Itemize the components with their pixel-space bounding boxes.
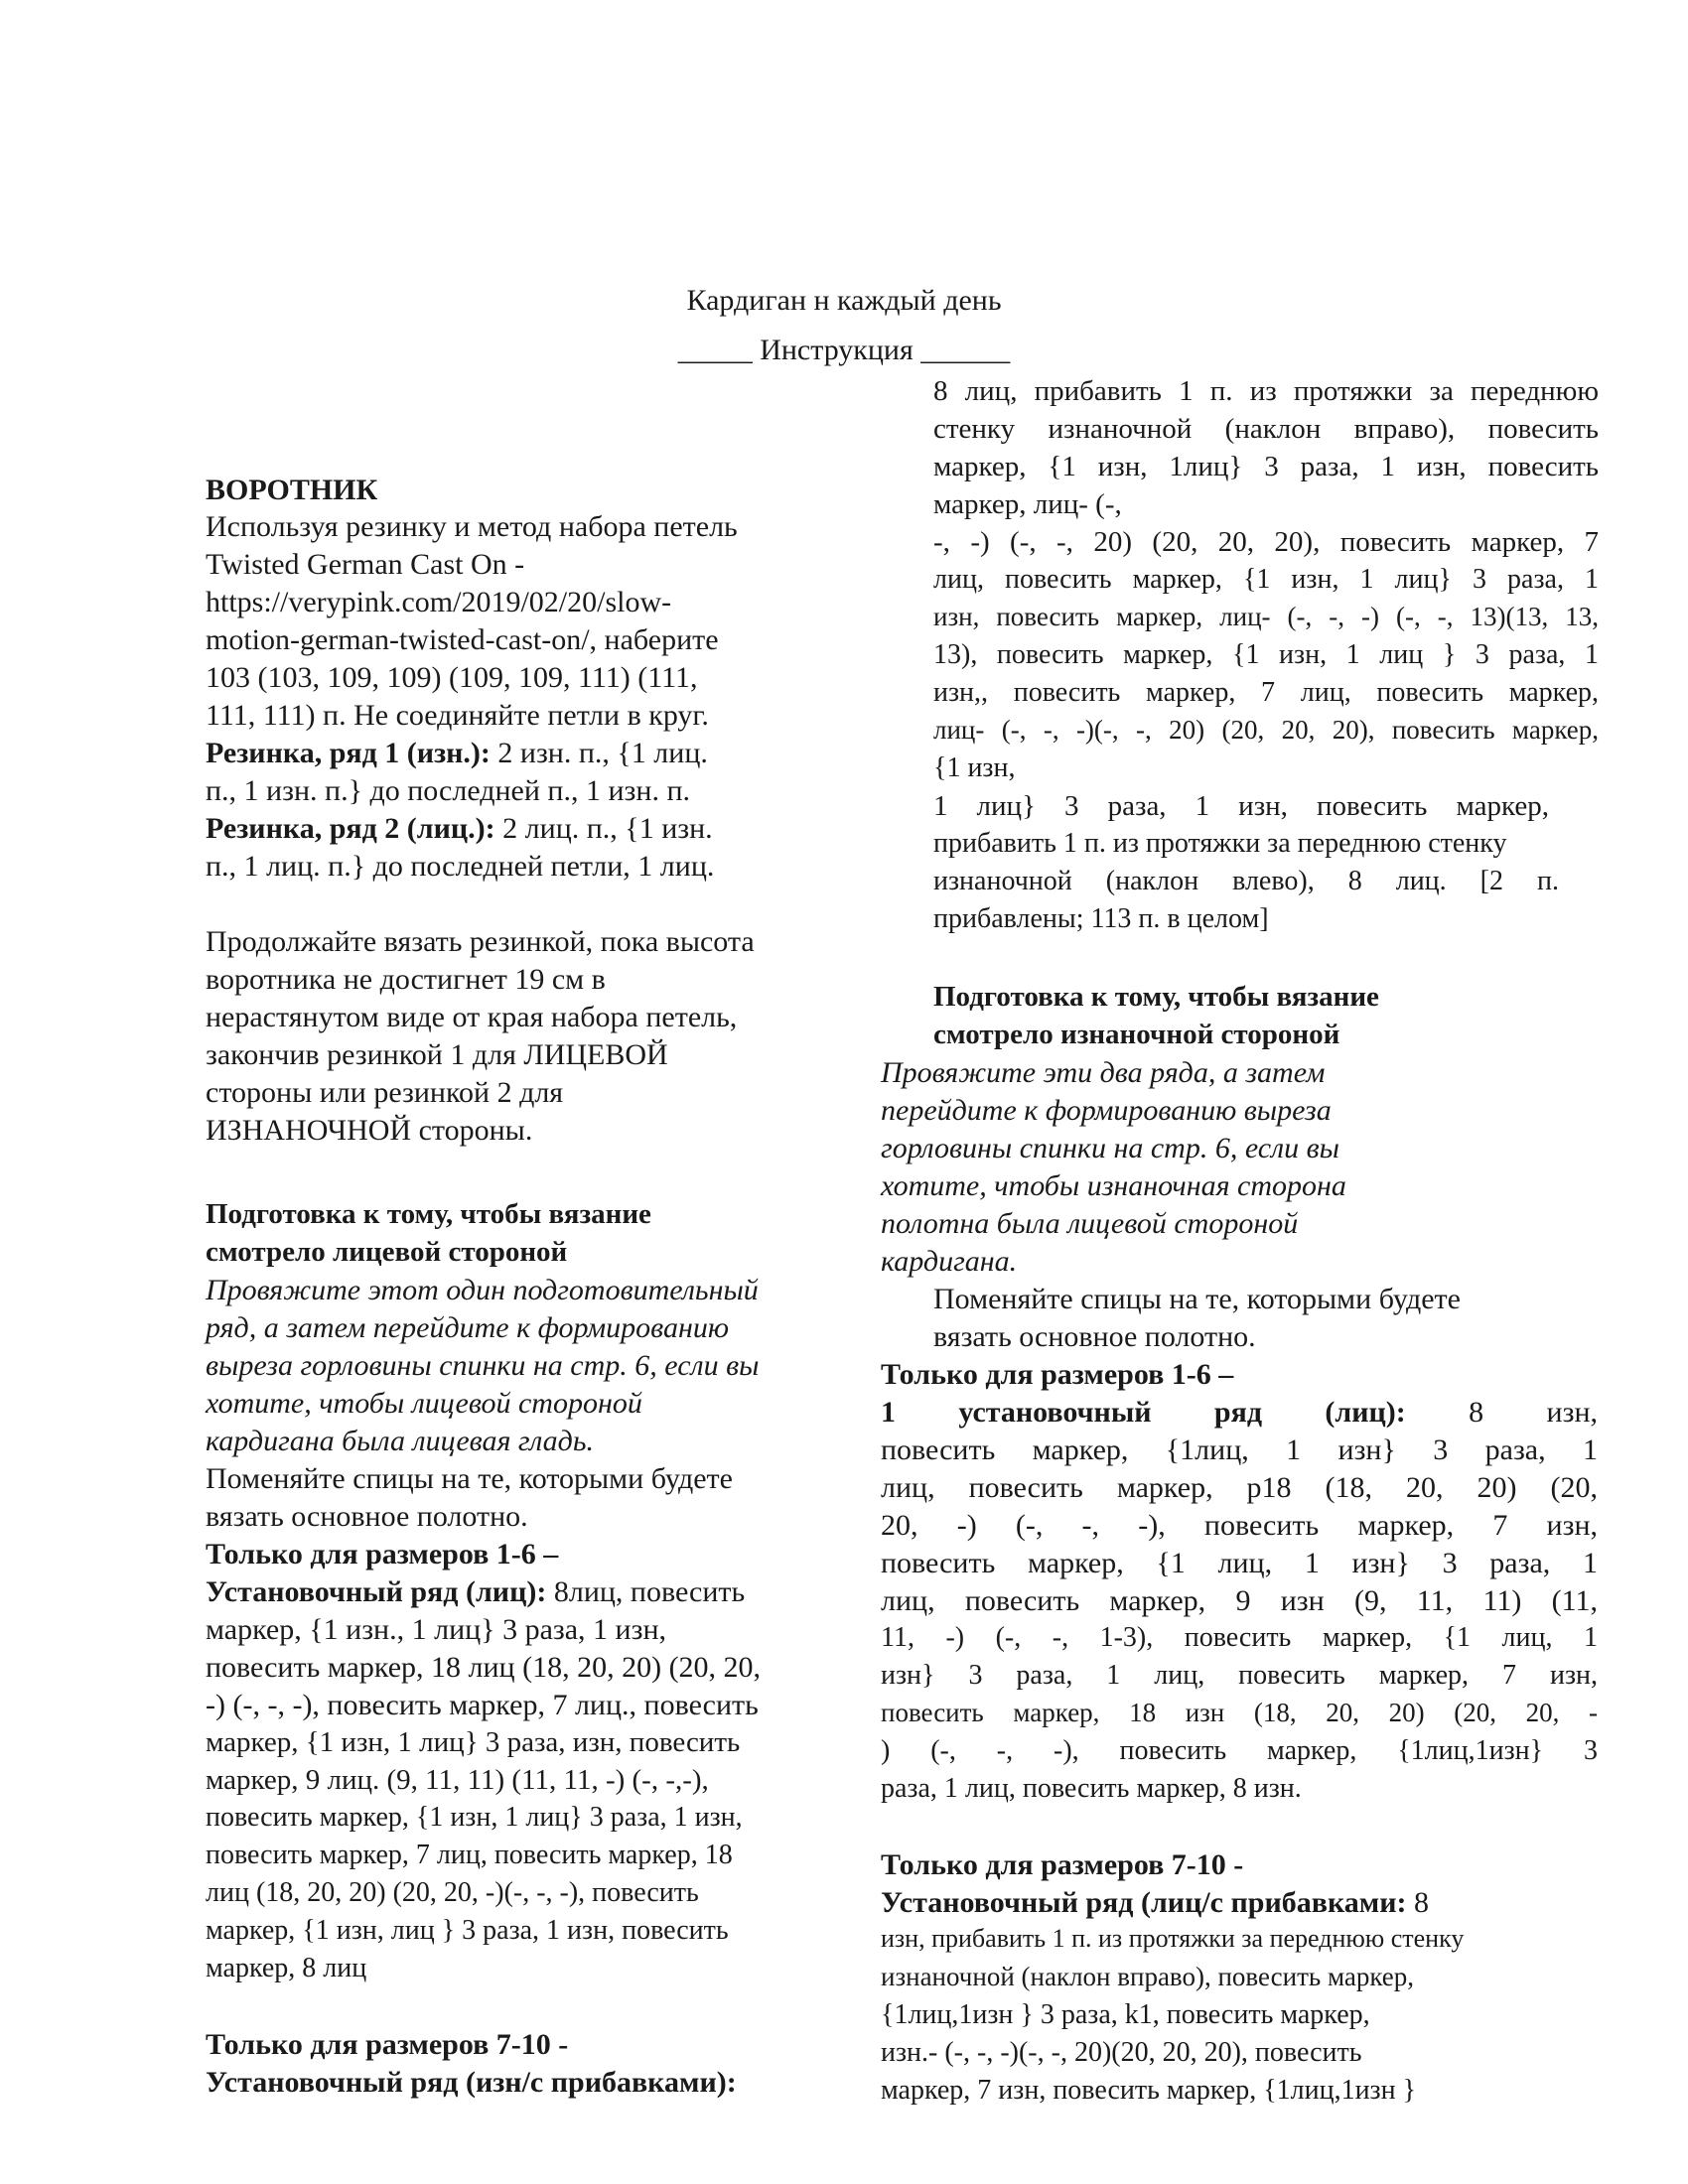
prep-front-heading: Подготовка к тому, чтобы вязание <box>206 1198 651 1230</box>
rib-row-1 <box>206 739 708 768</box>
cont-line: изн, повесить маркер, лиц- (-, -, -) (-, -, 13)(13, 13, <box>933 602 1599 631</box>
cont-line: лиц- (-, -, -)(-, -, 20) (20, 20, 20), повесить маркер, <box>933 715 1599 745</box>
sizes-7-10-line: изнаночной (наклон вправо), повесить маркер, <box>881 1962 1415 1991</box>
setup-row-line: маркер, 9 лиц. (9, 11, 11) (11, 11, -) (-, -,-), <box>206 1764 709 1796</box>
cont-line: прибавлены; 113 п. в целом] <box>933 903 1269 934</box>
cont-line: маркер, {1 изн, 1лиц} 3 раза, 1 изн, повесить <box>933 451 1599 482</box>
change-needles-line: вязать основное полотно. <box>933 1320 1256 1353</box>
rib-row-1-cont: п., 1 изн. п.} до последней п., 1 изн. п. <box>206 774 690 807</box>
cast-on-line: 111, 111) п. Не соединяйте петли в круг. <box>206 699 709 732</box>
sizes-7-10-line: маркер, 7 изн, повесить маркер, {1лиц,1изн } <box>881 2075 1417 2106</box>
setup-row-line: повесить маркер, {1лиц, 1 изн} 3 раза, 1 <box>881 1433 1598 1466</box>
continue-line: закончив резинкой 1 для ЛИЦЕВОЙ <box>206 1038 668 1071</box>
prep-front-note: кардигана была лицевая гладь. <box>206 1425 594 1457</box>
section-title: ВОРОТНИК <box>206 474 378 506</box>
setup-row-line: маркер, {1 изн, 1 лиц} 3 раза, изн, повесить <box>206 1726 741 1758</box>
cont-line: изн,, повесить маркер, 7 лиц, повесить маркер, <box>933 677 1599 708</box>
cont-line: стенку изнаночной (наклон вправо), повесить <box>933 413 1599 445</box>
prep-front-note: ряд, а затем перейдите к формированию <box>206 1311 730 1344</box>
change-needles-line: вязать основное полотно. <box>206 1500 528 1533</box>
cont-line: маркер, лиц- (-, <box>933 488 1122 520</box>
setup-row-line: раза, 1 лиц, повесить маркер, 8 изн. <box>881 1773 1302 1804</box>
rib-row-2-cont: п., 1 лиц. п.} до последней петли, 1 лиц. <box>206 850 715 883</box>
document-subtitle: _____ Инструкция ______ <box>677 334 1011 366</box>
setup-row-line: ) (-, -, -), повесить маркер, {1лиц,1изн} 3 <box>881 1735 1598 1766</box>
cast-on-line: Используя резинку и метод набора петель <box>206 510 738 543</box>
cont-line: прибавить 1 п. из протяжки за переднюю стенку <box>933 828 1507 859</box>
sizes-7-10-label: Установочный ряд (лиц/с прибавками: <box>881 1886 1407 1919</box>
document-title: Кардиган н каждый день <box>686 284 1002 317</box>
sizes-7-10-setup: Установочный ряд (изн/с прибавками): <box>206 2066 737 2099</box>
cont-line: 1 лиц} 3 раза, 1 изн, повесить маркер, <box>933 790 1549 822</box>
prep-front-note: хотите, чтобы лицевой стороной <box>206 1387 642 1420</box>
continue-line: воротника не достигнет 19 см в <box>206 963 606 996</box>
prep-back-note: перейдите к формированию выреза <box>881 1094 1332 1127</box>
continue-line: Продолжайте вязать резинкой, пока высота <box>206 925 755 958</box>
sizes-7-10-text: 8 <box>1406 1886 1429 1919</box>
sizes-1-6-heading: Только для размеров 1-6 – <box>206 1538 559 1570</box>
sizes-7-10-line: {1лиц,1изн } 3 раза, k1, повесить маркер, <box>881 1999 1370 2030</box>
setup-row-line: повесить маркер, 18 лиц (18, 20, 20) (20, 20, <box>206 1651 762 1684</box>
setup-row <box>881 1398 1598 1428</box>
setup-row-line: лиц (18, 20, 20) (20, 20, -)(-, -, -), повесить <box>206 1877 699 1908</box>
sizes-1-6-heading: Только для размеров 1-6 – <box>881 1358 1234 1391</box>
prep-back-heading: Подготовка к тому, чтобы вязание <box>933 981 1379 1013</box>
setup-row-line: повесить маркер, 18 изн (18, 20, 20) (20, 20, - <box>881 1698 1598 1727</box>
setup-row-line: повесить маркер, 7 лиц, повесить маркер, 18 <box>206 1840 733 1870</box>
setup-row-line: изн} 3 раза, 1 лиц, повесить маркер, 7 изн, <box>881 1660 1598 1691</box>
cont-line: {1 изн, <box>933 752 1016 783</box>
continue-line: стороны или резинкой 2 для <box>206 1076 564 1109</box>
prep-front-note: Провяжите этот один подготовительный <box>206 1274 759 1306</box>
setup-row-line: маркер, {1 изн., 1 лиц} 3 раза, 1 изн, <box>206 1613 667 1646</box>
sizes-7-10-line: изн.- (-, -, -)(-, -, 20)(20, 20, 20), повесить <box>881 2037 1362 2068</box>
rib-row-1-label: Резинка, ряд 1 (изн.): <box>206 737 491 769</box>
cont-line: -, -) (-, -, 20) (20, 20, 20), повесить маркер, 7 <box>933 526 1599 558</box>
setup-row-line: повесить маркер, {1 изн, 1 лиц} 3 раза, 1 изн, <box>206 1802 743 1833</box>
prep-back-note: кардигана. <box>881 1245 1018 1278</box>
rib-row-2-text: 2 лиц. п., {1 изн. <box>494 812 713 845</box>
rib-row-1-text: 2 изн. п., {1 лиц. <box>490 737 708 769</box>
cast-on-url-line: https://verypink.com/2019/02/20/slow- <box>206 586 672 618</box>
change-needles-line: Поменяйте спицы на те, которыми будете <box>933 1283 1461 1315</box>
prep-back-note: полотна была лицевой стороной <box>881 1207 1299 1240</box>
prep-back-note: горловины спинки на стр. 6, если вы <box>881 1132 1339 1164</box>
sizes-7-10-heading: Только для размеров 7-10 - <box>206 2028 569 2061</box>
prep-back-note: Провяжите эти два ряда, а затем <box>881 1056 1326 1089</box>
setup-row-label: 1 установочный ряд (лиц): <box>881 1396 1406 1429</box>
sizes-7-10-heading: Только для размеров 7-10 - <box>881 1848 1244 1881</box>
cont-line: 13), повесить маркер, {1 изн, 1 лиц } 3 раза, 1 <box>933 639 1599 670</box>
setup-row-line: 11, -) (-, -, 1-3), повесить маркер, {1 лиц, 1 <box>881 1622 1598 1653</box>
setup-row-line: повесить маркер, {1 лиц, 1 изн} 3 раза, 1 <box>881 1547 1598 1579</box>
setup-row-line: лиц, повесить маркер, p18 (18, 20, 20) (20, <box>881 1471 1598 1504</box>
setup-row-line: маркер, 8 лиц <box>206 1953 367 1983</box>
cast-on-line: Twisted German Cast On - <box>206 548 525 581</box>
continue-line: нерастянутом виде от края набора петель, <box>206 1001 738 1033</box>
setup-row-line: маркер, {1 изн, лиц } 3 раза, 1 изн, повесить <box>206 1915 729 1946</box>
setup-row-line: -) (-, -, -), повесить маркер, 7 лиц., повесить <box>206 1689 759 1721</box>
sizes-7-10-line: изн, прибавить 1 п. из протяжки за переднюю стенку <box>881 1924 1465 1953</box>
rib-row-2 <box>206 814 713 844</box>
setup-row-text: 8лиц, повесить <box>546 1575 746 1608</box>
setup-row-line: лиц, повесить маркер, 9 изн (9, 11, 11) (11, <box>881 1584 1598 1617</box>
prep-front-heading: смотрело лицевой стороной <box>206 1236 568 1268</box>
cont-line: 8 лиц, прибавить 1 п. из протяжки за переднюю <box>933 375 1599 407</box>
prep-front-note: выреза горловины спинки на стр. 6, если вы <box>206 1349 760 1382</box>
prep-back-heading: смотрело изнаночной стороной <box>933 1019 1340 1050</box>
change-needles-line: Поменяйте спицы на те, которыми будете <box>206 1462 733 1495</box>
setup-row-line: 20, -) (-, -, -), повесить маркер, 7 изн, <box>881 1509 1598 1542</box>
setup-row <box>206 1577 745 1607</box>
continue-line: ИЗНАНОЧНОЙ стороны. <box>206 1114 533 1147</box>
setup-row-label: Установочный ряд (лиц): <box>206 1575 547 1608</box>
sizes-7-10-row <box>881 1888 1429 1918</box>
cont-line: лиц, повесить маркер, {1 изн, 1 лиц} 3 раза, 1 <box>933 564 1599 595</box>
prep-back-note: хотите, чтобы изнаночная сторона <box>881 1169 1346 1202</box>
rib-row-2-label: Резинка, ряд 2 (лиц.): <box>206 812 495 845</box>
cont-line: изнаночной (наклон влево), 8 лиц. [2 п. <box>933 866 1559 896</box>
setup-row-text: 8 изн, <box>1469 1396 1598 1429</box>
cast-on-url-line: motion-german-twisted-cast-on/, наберите <box>206 623 719 656</box>
cast-on-line: 103 (103, 109, 109) (109, 109, 111) (111, <box>206 661 698 694</box>
